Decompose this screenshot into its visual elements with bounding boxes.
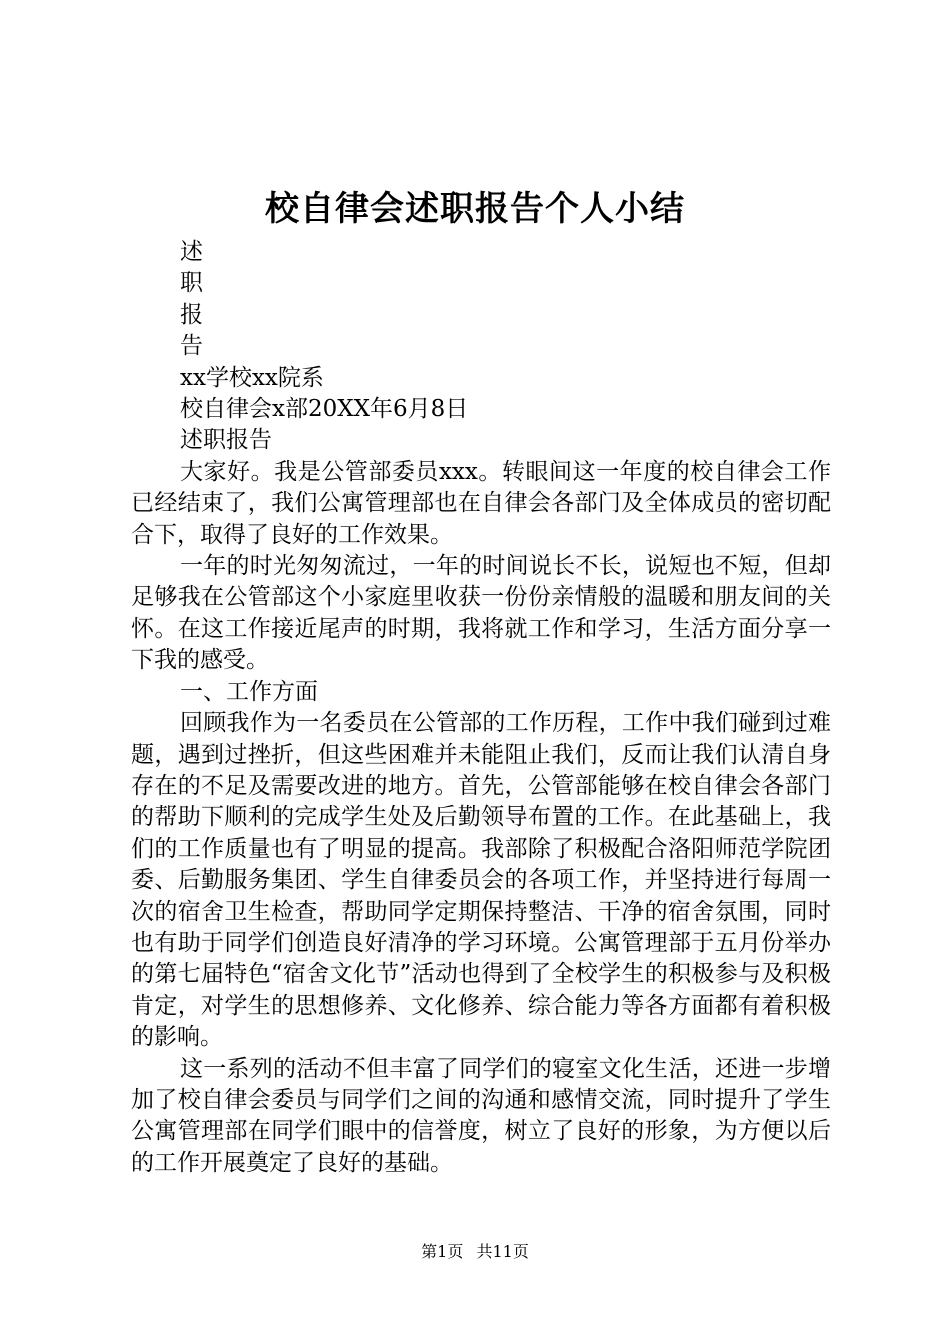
page-footer [0,1241,950,1263]
vertical-char-4: 告 [180,333,203,360]
section-heading-work: 一、工作方面 [180,678,318,705]
vertical-char-2: 职 [180,270,203,297]
paragraph-greeting: 大家好。我是公管部委员xxx。转眼间这一年度的校自律会工作已经结束了，我们公寓管理部也在自律会各部门及全体成员的密切配合下，取得了良好的工作效果。 [131,458,831,548]
paragraph-work-review: 回顾我作为一名委员在公管部的工作历程，工作中我们碰到过难题，遇到过挫折，但这些困难并未能阻止我们，反而让我们认清自身存在的不足及需要改进的地方。首先，公管部能够在校自律会各部门的帮助下顺利的完成学生处及后勤领导布置的工作。在此基础上，我们的工作质量也有了明显的提高。我部除了积极配合洛阳师范学院团委、后勤服务集团、学生自律委员会的各项工作，并坚持进行每周一次的宿舍卫生检查，帮助同学定期保持整洁、干净的宿舍氛围，同时也有助于同学们创造良好清净的学习环境。公寓管理部于五月份举办的第七届特色“宿舍文化节”活动也得到了全校学生的积极参与及积极肯定，对学生的思想修养、文化修养、综合能力等各方面都有着积极的影响。 [131,710,831,1051]
vertical-char-3: 报 [180,301,203,328]
page-number: 第1页 [421,1242,464,1261]
report-heading: 述职报告 [180,427,272,454]
school-department-line: xx学校xx院系 [180,364,324,391]
document-title: 校自律会述职报告个人小结 [265,189,685,229]
paragraph-activities: 这一系列的活动不但丰富了同学们的寝室文化生活，还进一步增加了校自律会委员与同学们之间的沟通和感情交流，同时提升了学生公寓管理部在同学们眼中的信誉度，树立了良好的形象，为方便以后的工作开展奠定了良好的基础。 [131,1055,831,1176]
vertical-char-1: 述 [180,239,203,265]
date-line: 校自律会x部20XX年6月8日 [180,396,469,423]
paragraph-reflection: 一年的时光匆匆流过，一年的时间说长不长，说短也不短，但却足够我在公管部这个小家庭里收获一份份亲情般的温暖和朋友间的关怀。在这工作接近尾声的时期，我将就工作和学习，生活方面分享一下我的感受。 [131,553,831,674]
document-body [131,237,831,1179]
page-total: 共11页 [476,1242,529,1261]
